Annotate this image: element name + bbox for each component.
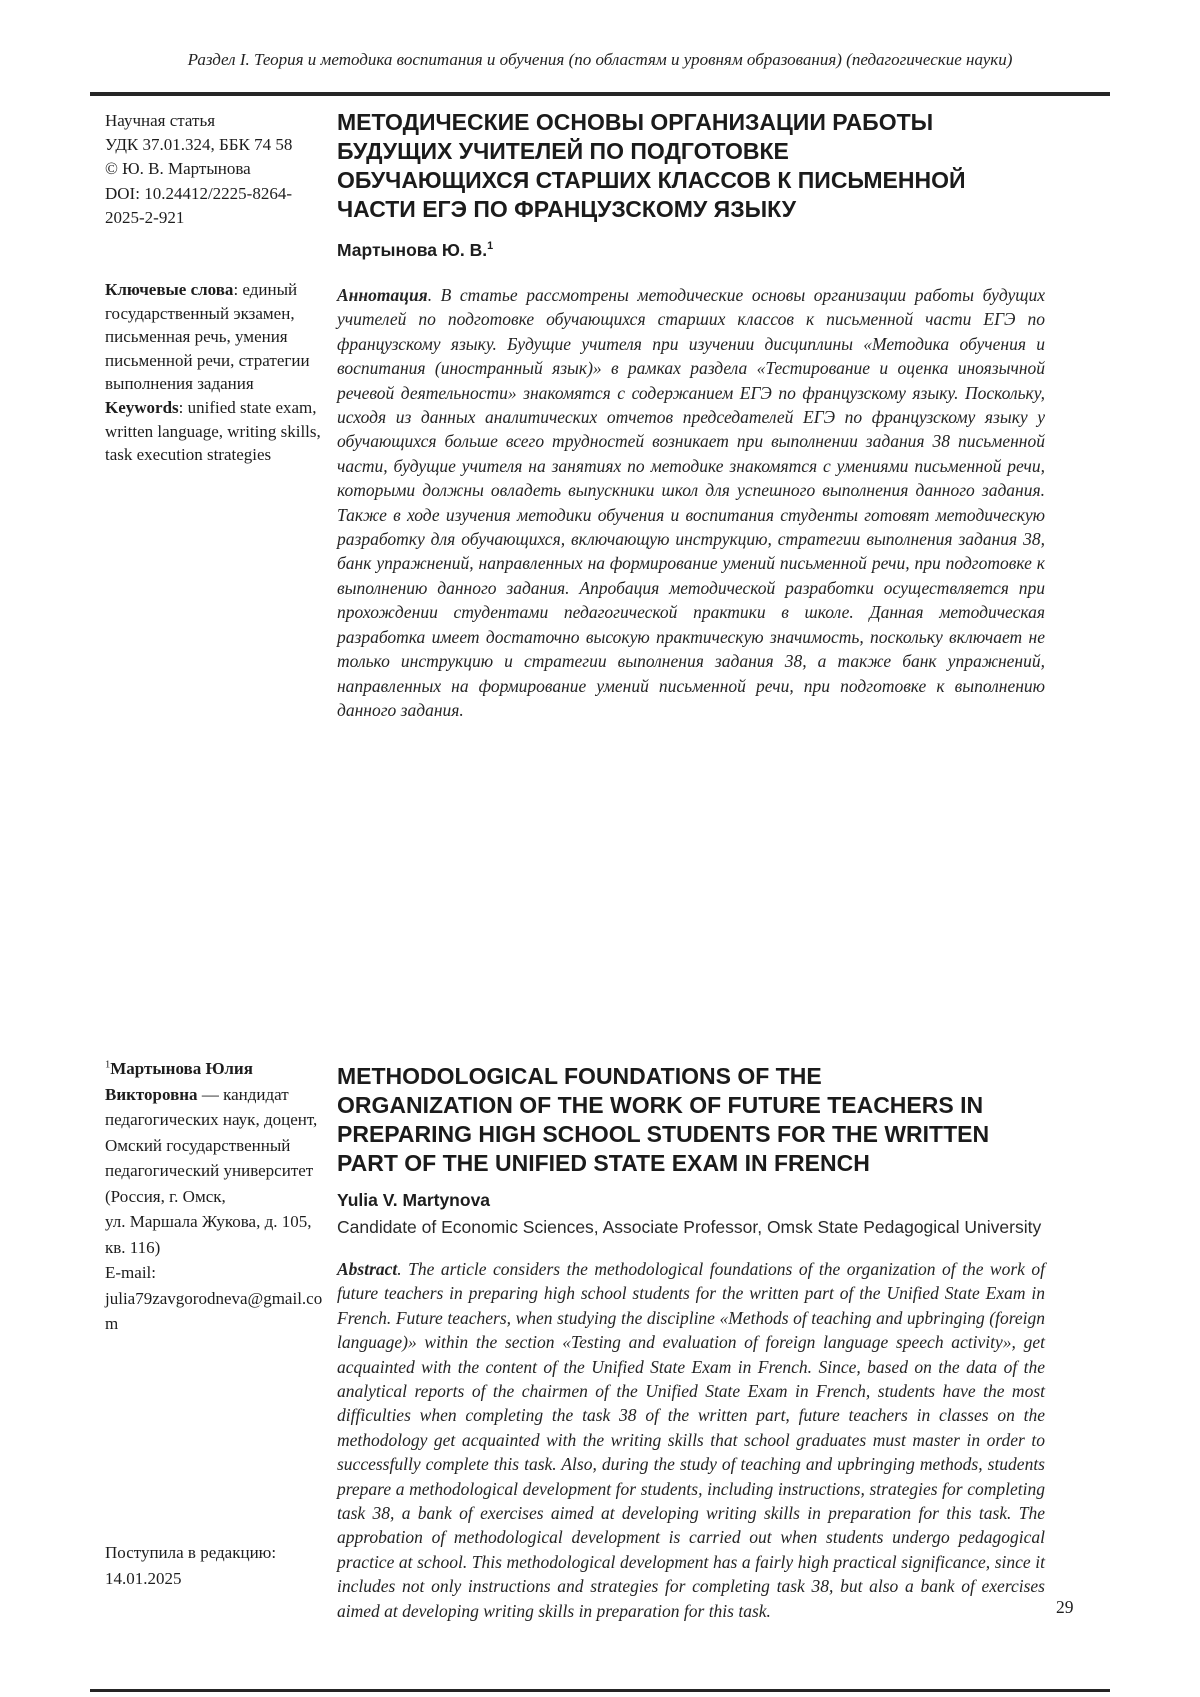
email-label: E-mail: [105, 1263, 156, 1282]
doi-line: DOI: 10.24412/2225-8264-2025-2-921 [105, 184, 292, 227]
author-ru-name: Мартынова Ю. В. [337, 240, 488, 260]
footnote-author-details: — кандидат педагогических наук, доцент, Омский государственный педагогический университет (Россия, г. Омск, [105, 1084, 318, 1206]
keywords-en-label: Keywords [105, 398, 179, 417]
author-footnote [105, 1056, 323, 1337]
received-label: Поступила в редакцию: [105, 1543, 277, 1562]
abstract-ru-label: Аннотация [337, 285, 428, 305]
footnote-author-name: Мартынова Юлия Викторовна [105, 1059, 253, 1104]
abstract-en-label: Abstract [337, 1259, 398, 1279]
author-en: Yulia V. Martynova [337, 1190, 491, 1210]
abstract-ru [337, 283, 1045, 722]
received-block [105, 1540, 323, 1592]
copyright-line: © Ю. В. Мартынова [105, 159, 251, 178]
footer-rule [90, 1689, 1110, 1692]
article-type-label: Научная статья [105, 111, 216, 130]
keywords-ru-text: : единый государственный экзамен, письменная речь, умения письменной речи, стратегии выполнения задания [105, 280, 310, 393]
footnote-address: ул. Маршала Жукова, д. 105, кв. 116) [105, 1212, 312, 1257]
author-ru [337, 240, 1045, 261]
footnote-marker: 1 [105, 1059, 111, 1071]
abstract-en-text: . The article considers the methodological foundations of the organization of the work of future teachers in preparing high school students for the written part of the Unified State Exam in French. Future teachers, when studying the discipline «Methods of teaching and upbringing (foreign language)» within the section «Testing and evaluation of foreign language speech activity», get acquainted with the content of the Unified State Exam in French. Since, based on the data of the analytical reports of the chairmen of the Unified State Exam in French, students have the most difficulties when completing the task 38 of the written part, future teachers in classes on the methodology get acquainted with the writing skills that school graduates must master in order to successfully complete this task. Also, during the study of teaching and upbringing methods, students prepare a methodological development for students, including instructions, strategies for completing task 38, a bank of exercises aimed at developing writing skills in preparation for this task. The approbation of methodological development is carried out when students undergo pedagogical practice at school. This methodological development has a fairly high practical significance, since it includes not only instructions and strategies for completing task 38, but also a bank of exercises aimed at developing writing skills in preparation for this task. [337, 1259, 1045, 1621]
author-ru-marker: 1 [487, 240, 494, 253]
page-number: 29 [1056, 1597, 1074, 1617]
keywords-en [105, 396, 323, 467]
keywords-ru [105, 278, 323, 396]
abstract-en [337, 1257, 1045, 1623]
keywords-ru-label: Ключевые слова [105, 280, 234, 299]
keywords-en-text: : unified state exam, written language, writing skills, task execution strategies [105, 398, 321, 464]
header-rule [90, 92, 1110, 96]
running-head: Раздел I. Теория и методика воспитания и обучения (по областям и уровням образования) (педагогические науки) [187, 50, 1013, 69]
article-title-en: METHODOLOGICAL FOUNDATIONS OF THE ORGANIZATION OF THE WORK OF FUTURE TEACHERS IN PREPARING HIGH SCHOOL STUDENTS FOR THE WRITTEN PART OF THE UNIFIED STATE EXAM IN FRENCH [337, 1063, 990, 1176]
email-value: julia79zavgorodneva@gmail.com [105, 1288, 323, 1333]
received-date: 14.01.2025 [105, 1569, 182, 1588]
abstract-ru-text: . В статье рассмотрены методические основы организации работы будущих учителей по подготовке обучающихся старших классов к письменной части ЕГЭ по французскому языку. Будущие учителя при изучении дисциплины «Методика обучения и воспитания (иностранный язык)» в рамках раздела «Тестирование и оценка иноязычной речевой деятельности» знакомятся с содержанием ЕГЭ по французскому языку. Поскольку, исходя из данных аналитических отчетов председателей ЕГЭ по французскому языку у обучающихся больше всего трудностей возникает при выполнении задания 38 письменной части, будущие учителя на занятиях по методике знакомятся с умениями письменной речи, которыми должны овладеть выпускники школ для успешного выполнения данного задания. Также в ходе изучения методики обучения и воспитания студенты готовят методическую разработку для обучающихся, включающую инструкцию, стратегии выполнения задания 38, банк упражнений, направленных на формирование умений письменной речи, при подготовке к выполнению данного задания. Апробация методической разработки осуществляется при прохождении студентами педагогической практики в школе. Данная методическая разработка имеет достаточно высокую практическую значимость, поскольку включает не только инструкцию и стратегии выполнения задания 38, а также банк упражнений, направленных на формирование умений письменной речи, при подготовке к выполнению данного задания. [337, 285, 1045, 720]
author-affiliation-en: Candidate of Economic Sciences, Associate Professor, Omsk State Pedagogical University [337, 1217, 1042, 1237]
article-title-ru: МЕТОДИЧЕСКИЕ ОСНОВЫ ОРГАНИЗАЦИИ РАБОТЫ БУДУЩИХ УЧИТЕЛЕЙ ПО ПОДГОТОВКЕ ОБУЧАЮЩИХСЯ СТАРШИХ КЛАССОВ К ПИСЬМЕННОЙ ЧАСТИ ЕГЭ ПО ФРАНЦУЗСКОМУ ЯЗЫКУ [337, 109, 966, 222]
udc-bbk-code: УДК 37.01.324, ББК 74 58 [105, 135, 293, 154]
